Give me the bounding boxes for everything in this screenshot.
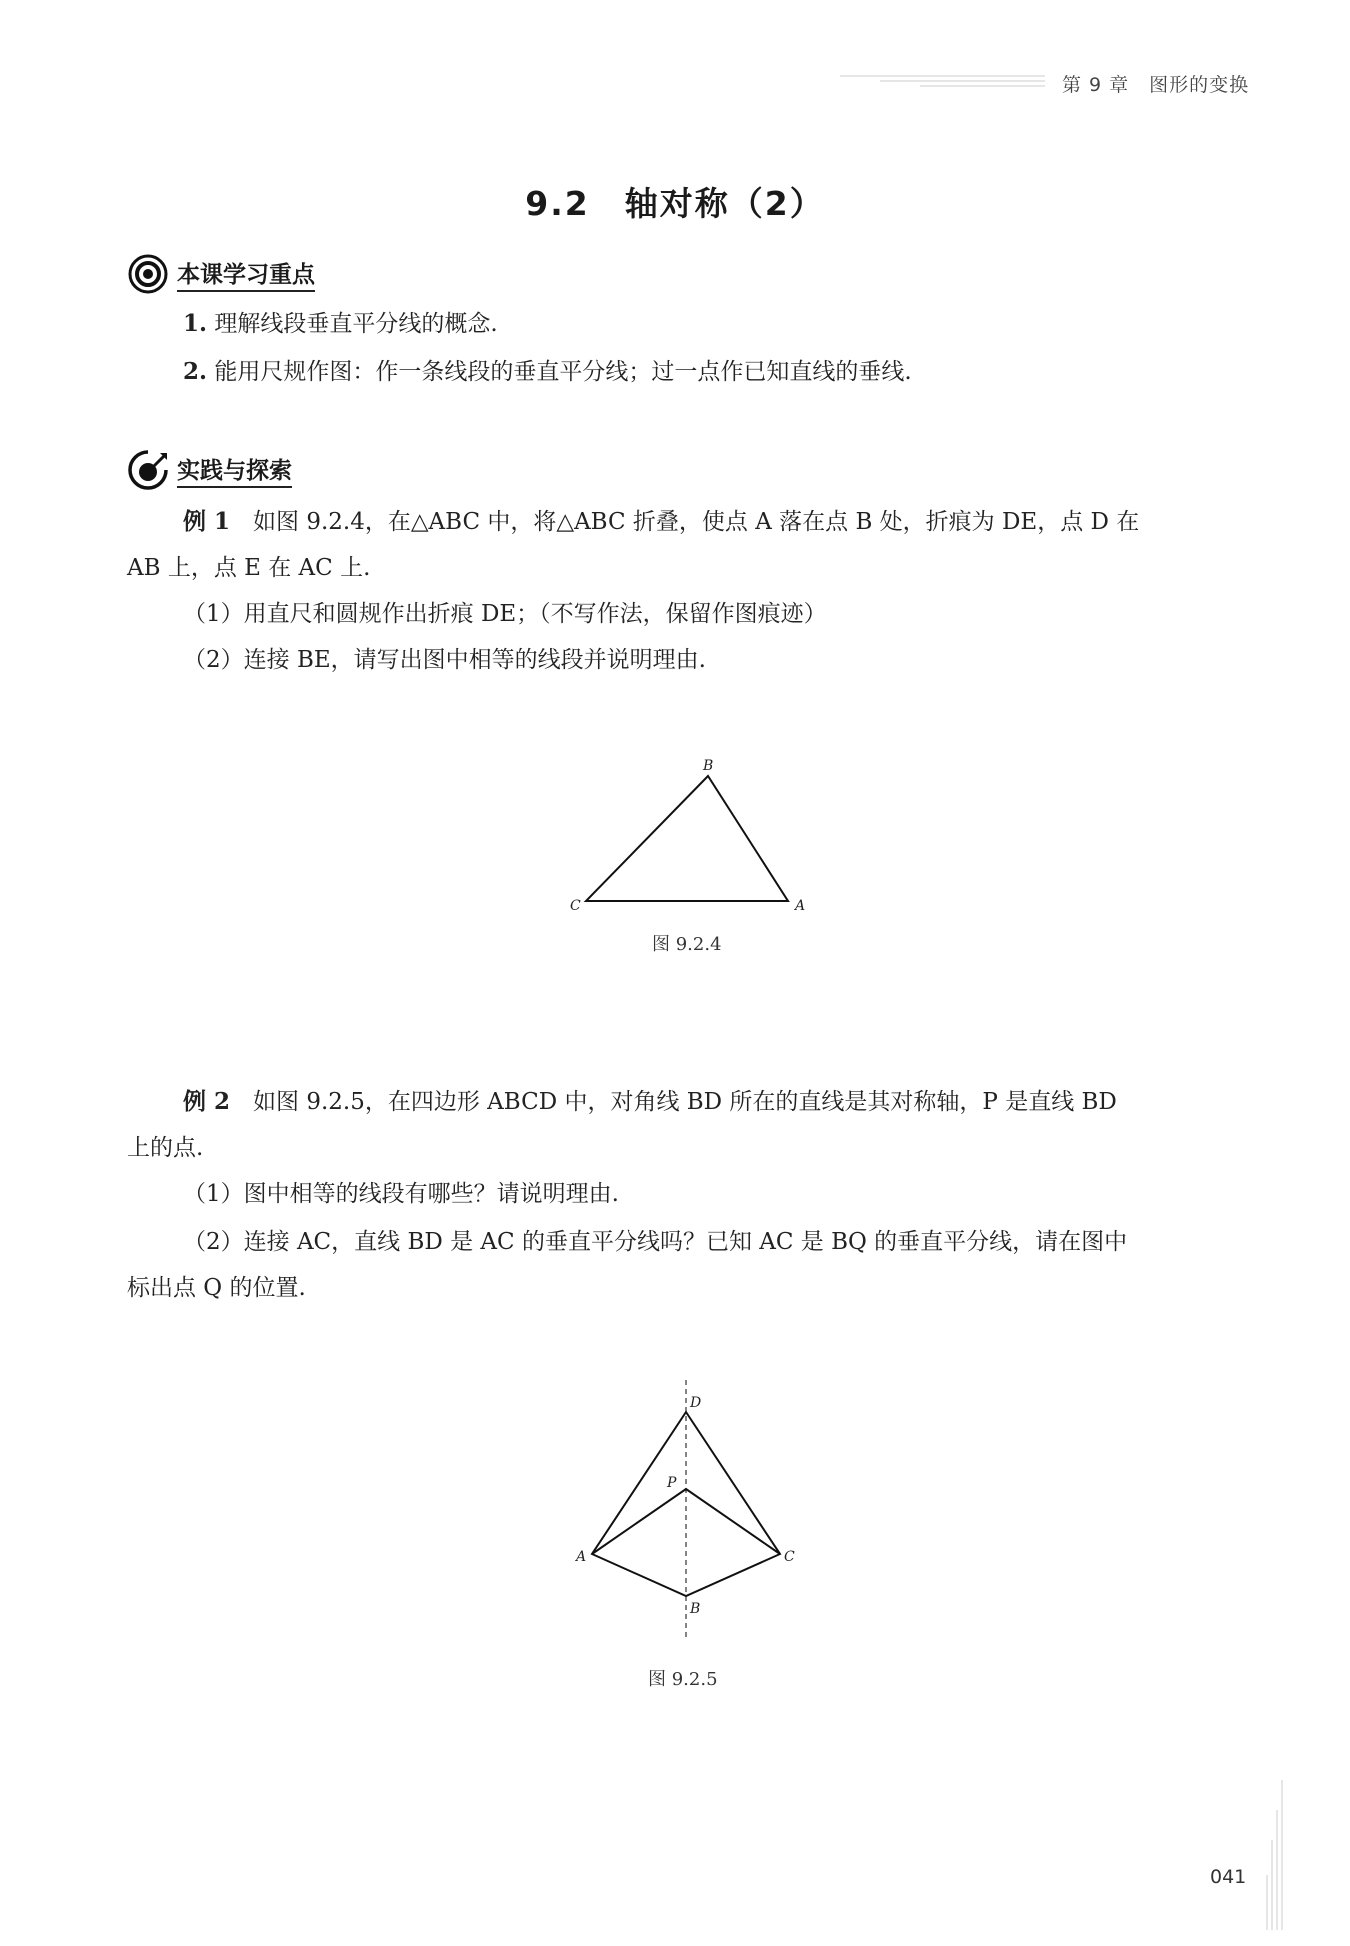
example2-question2-line2: 标出点 Q 的位置. xyxy=(127,1275,306,1301)
header-decoration xyxy=(840,72,1045,92)
example2-line2: 上的点. xyxy=(127,1135,204,1161)
vertex-label-b: B xyxy=(703,758,714,774)
page-number: 041 xyxy=(1210,1866,1247,1888)
page-title: 9.2 轴对称（2） xyxy=(525,184,825,223)
key-point-2 xyxy=(183,350,912,394)
example2-text1: 如图 9.2.5，在四边形 ABCD 中，对角线 BD 所在的直线是其对称轴，P 是直线 BD xyxy=(253,1089,1117,1115)
example2-question2-line1: （2）连接 AC，直线 BD 是 AC 的垂直平分线吗？已知 AC 是 BQ 的垂直平分线，请在图中 xyxy=(183,1229,1128,1255)
vertex-label-b: B xyxy=(690,1601,701,1617)
key-point-1-num: 1. xyxy=(183,310,208,337)
figure-9-2-4-caption: 图 9.2.4 xyxy=(652,934,722,955)
figure-9-2-5-caption: 图 9.2.5 xyxy=(648,1669,718,1690)
key-points-heading: 本课学习重点 xyxy=(177,256,315,292)
vertex-label-a: A xyxy=(576,1549,587,1565)
quadrilateral-abcd xyxy=(592,1412,780,1596)
vertex-label-c: C xyxy=(784,1549,795,1565)
key-point-1 xyxy=(183,302,498,346)
practice-heading: 实践与探索 xyxy=(177,452,292,488)
example2-question1: （1）图中相等的线段有哪些？请说明理由. xyxy=(183,1181,619,1207)
edge-decoration xyxy=(1262,1780,1286,1930)
figure-9-2-5 xyxy=(570,1375,810,1645)
figure-9-2-4 xyxy=(560,750,820,920)
target-icon xyxy=(127,253,169,295)
dart-icon xyxy=(127,449,169,491)
practice-section xyxy=(127,449,292,491)
example1-line1 xyxy=(183,500,1139,544)
vertex-label-a: A xyxy=(795,898,806,914)
example1-question1: （1）用直尺和圆规作出折痕 DE；（不写作法，保留作图痕迹） xyxy=(183,601,827,627)
chapter-header: 第 9 章 图形的变换 xyxy=(1062,74,1250,96)
key-point-1-text: 理解线段垂直平分线的概念. xyxy=(214,311,498,337)
example1-question2: （2）连接 BE，请写出图中相等的线段并说明理由. xyxy=(183,647,706,673)
point-label-p: P xyxy=(667,1475,677,1491)
key-point-2-text: 能用尺规作图：作一条线段的垂直平分线；过一点作已知直线的垂线. xyxy=(214,359,912,385)
vertex-label-c: C xyxy=(570,898,581,914)
example2-line1 xyxy=(183,1080,1117,1124)
key-point-2-num: 2. xyxy=(183,358,208,385)
example1-text1: 如图 9.2.4，在△ABC 中，将△ABC 折叠，使点 A 落在点 B 处，折痕为 DE，点 D 在 xyxy=(253,509,1140,535)
triangle-abc xyxy=(586,776,788,901)
key-points-section xyxy=(127,253,315,295)
example2-label: 例 2 xyxy=(183,1088,231,1115)
example1-line2: AB 上，点 E 在 AC 上. xyxy=(127,555,371,581)
example1-label: 例 1 xyxy=(183,508,231,535)
vertex-label-d: D xyxy=(690,1395,702,1411)
